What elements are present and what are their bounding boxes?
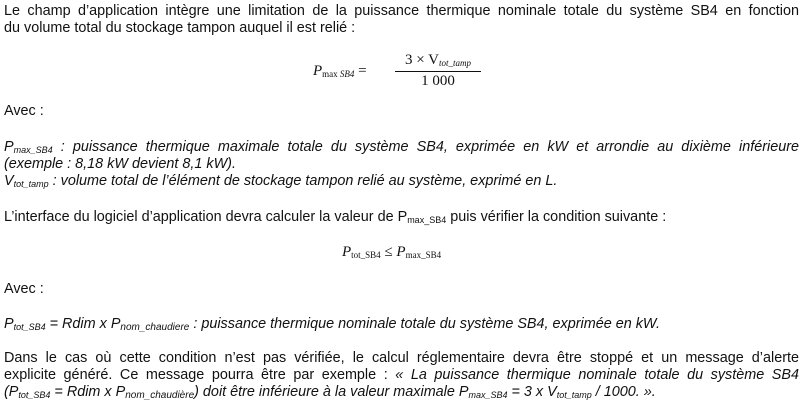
avec-label-2: Avec : bbox=[4, 281, 44, 297]
final-paragraph-line-3: ($P_{tot\_SB4}$ = Rdim x $P_{nom\_chaudière}$) doit être inférieure à la valeur maximale $P_{max\_SB4} = 3$ x $V_{tot\_tamp} / 1000$. ». bbox=[4, 384, 656, 401]
final-paragraph-line-1: Dans le cas où cette condition n’est pas vérifiée, le calcul réglementaire devra être stoppé et un message d’alerte bbox=[4, 350, 799, 366]
formula-pmax-denominator: 1 000 bbox=[421, 73, 455, 89]
formula-pmax-numerator: $3 \times V_{tot\_tamp}$ bbox=[404, 52, 472, 68]
definition-vtot: $V_{tot\_tamp}$ : volume total de l’élément de stockage tampon relié au système, exprimé en L. bbox=[4, 173, 558, 189]
definition-pmax-line-2: (exemple : 8,18 kW devient 8,1 kW). bbox=[4, 156, 236, 172]
definition-ptot: $P_{tot\_SB4}$ = Rdim x $P_{nom\_chaudiere}$ : puissance thermique nominale totale du système SB4, exprimée en kW. bbox=[4, 316, 660, 333]
formula-condition: $P_{tot\_SB4} \le P_{max\_SB4}$ bbox=[342, 244, 442, 260]
avec-label-1: Avec : bbox=[4, 103, 44, 119]
formula-pmax bbox=[313, 52, 513, 92]
calculation-instruction: L’interface du logiciel d’application devra calculer la valeur de $P_{max\_SB4}$ puis vérifier la condition suivante : bbox=[4, 209, 667, 225]
fraction-bar bbox=[395, 71, 481, 72]
intro-line-1: Le champ d’application intègre une limitation de la puissance thermique nominale totale du système SB4 en fonction bbox=[4, 3, 799, 19]
formula-pmax-lhs: $P_{max SB4}$ = bbox=[313, 63, 367, 79]
intro-line-2: du volume total du stockage tampon auquel il est relié : bbox=[4, 20, 356, 36]
definition-pmax-line-1: $P_{max\_SB4}$ : puissance thermique maximale totale du système SB4, exprimée en kW et arrondie au dixième inférieure bbox=[4, 139, 799, 155]
final-paragraph-line-2: explicite généré. Ce message pourra être par exemple : « La puissance thermique nominale totale du système SB4 bbox=[4, 367, 800, 383]
